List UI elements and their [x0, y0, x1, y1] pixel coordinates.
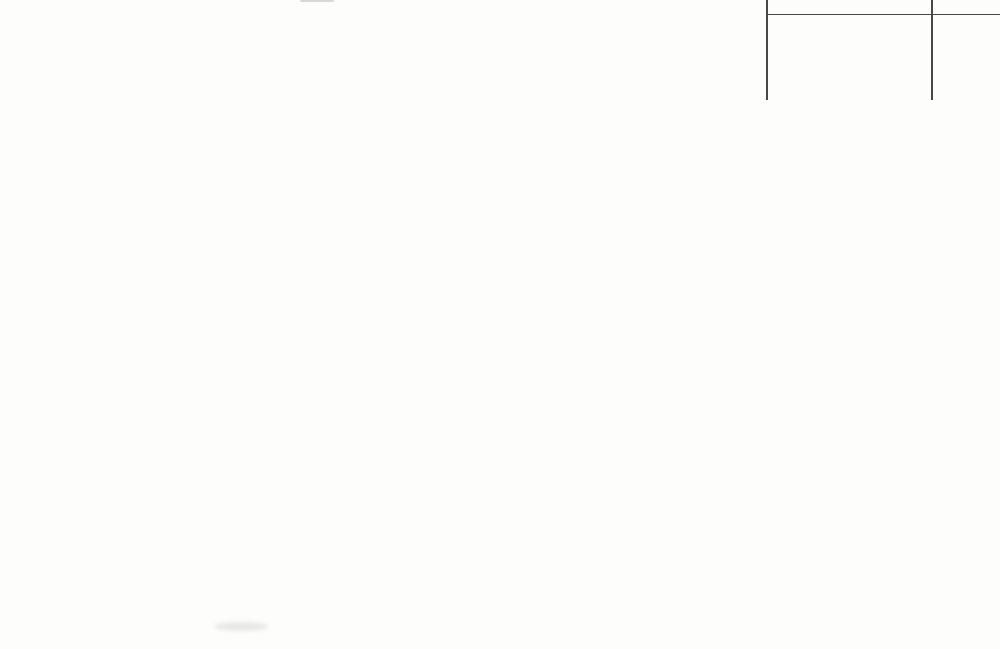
table-header-rule [766, 14, 1000, 15]
scan-smudge-artifact [214, 622, 268, 631]
scan-speck-artifact [300, 0, 334, 2]
